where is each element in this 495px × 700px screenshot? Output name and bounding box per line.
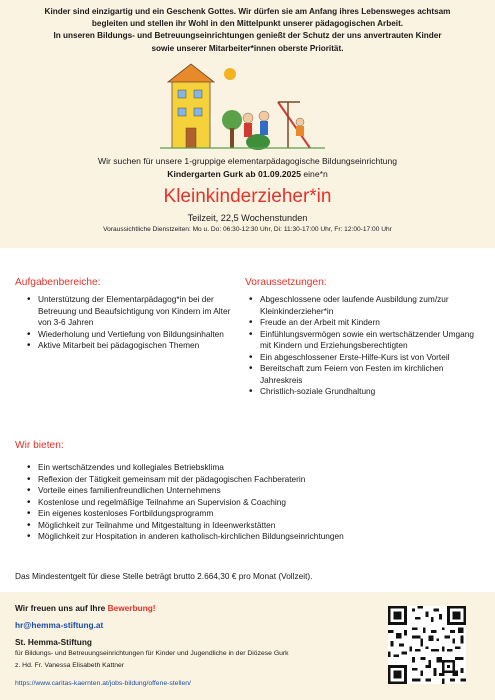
email-link[interactable]: hr@hemma-stiftung.at bbox=[15, 620, 104, 630]
list-item: • Reflexion der Tätigkeit gemeinsam mit der pädagogischen Fachberaterin bbox=[24, 474, 484, 486]
list-item: • Christlich-soziale Grundhaltung bbox=[246, 386, 478, 398]
list-item: • Abgeschlossene oder laufende Ausbildung zum/zur Kleinkinderzieher*in bbox=[246, 294, 478, 317]
org-name: St. Hemma-Stiftung bbox=[15, 637, 92, 647]
list-item: • Kostenlose und regelmäßige Teilnahme an Supervision & Coaching bbox=[24, 497, 484, 509]
application-invite bbox=[15, 603, 156, 613]
search-line: Wir suchen für unsere 1-gruppige elementarpädagogische Bildungseinrichtung bbox=[97, 156, 398, 166]
invite-highlight: Bewerbung! bbox=[107, 603, 156, 613]
invite-text: Wir freuen uns auf Ihre bbox=[15, 603, 108, 613]
list-item: • Ein eigenes kostenloses Fortbildungsprogramm bbox=[24, 508, 484, 520]
institution-start-date: Kindergarten Gurk ab 01.09.2025 bbox=[167, 169, 301, 179]
list-item: • Vorteile eines familienfreundlichen Unternehmens bbox=[24, 485, 484, 497]
requirements-list bbox=[246, 294, 478, 398]
tasks-title: Aufgabenbereiche: bbox=[15, 277, 101, 288]
list-item: • Unterstützung der Elementarpädagog*in bei der Betreuung und Beaufsichtigung von Kindern im Alter von 3-6 Jahren bbox=[24, 294, 239, 329]
requirements-title: Voraussetzungen: bbox=[245, 277, 327, 288]
child-drawing-illustration bbox=[160, 62, 325, 152]
intro-line: In unseren Bildungs- und Betreuungseinrichtungen genießt der Schutz der uns anvertrauten Kinder bbox=[53, 31, 442, 41]
org-description: für Bildungs- und Betreuungseinrichtungen für Kinder und Jugendliche in der Diözese Gurk bbox=[15, 650, 289, 657]
salary-note: Das Mindestentgelt für diese Stelle beträgt brutto 2.664,30 € pro Monat (Vollzeit). bbox=[15, 571, 313, 581]
qr-code-icon[interactable] bbox=[388, 606, 466, 684]
offer-list bbox=[24, 462, 484, 543]
offer-title: Wir bieten: bbox=[15, 440, 64, 451]
list-item: • Aktive Mitarbeit bei pädagogischen Themen bbox=[24, 340, 239, 352]
list-item: • Bereitschaft zum Feiern von Festen im kirchlichen Jahreskreis bbox=[246, 363, 478, 386]
job-title: Kleinkinderzieher*in bbox=[163, 186, 332, 207]
list-item: • Freude an der Arbeit mit Kindern bbox=[246, 317, 478, 329]
search-line-rest: eine*n bbox=[300, 169, 328, 179]
list-item: • Ein abgeschlossener Erste-Hilfe-Kurs ist von Vorteil bbox=[246, 352, 478, 364]
contact-person: z. Hd. Fr. Vanessa Elisabeth Kattner bbox=[15, 662, 125, 669]
list-item: • Wiederholung und Vertiefung von Bildungsinhalten bbox=[24, 329, 239, 341]
tasks-list bbox=[24, 294, 239, 352]
intro-line: sowie unserer Mitarbeiter*innen oberste Priorität. bbox=[151, 43, 344, 53]
employment-type: Teilzeit, 22,5 Wochenstunden bbox=[187, 213, 308, 223]
intro-text bbox=[20, 6, 475, 55]
jobs-url-link[interactable]: https://www.caritas-kaernten.at/jobs-bildung/offene-stellen/ bbox=[15, 680, 191, 687]
list-item: • Einfühlungsvermögen sowie ein wertschätzender Umgang mit Kindern und Erziehungsberechtigten bbox=[246, 329, 478, 352]
list-item: • Möglichkeit zur Teilnahme und Mitgestaltung in Ideenwerkstätten bbox=[24, 520, 484, 532]
search-intro bbox=[0, 155, 495, 181]
list-item: • Möglichkeit zur Hospitation in anderen katholisch-kirchlichen Bildungseinrichtungen bbox=[24, 531, 484, 543]
working-hours: Voraussichtliche Dienstzeiten: Mo u. Do: 06:30-12:30 Uhr, Di: 11:30-17:00 Uhr, Fr: 12:00-17:00 Uhr bbox=[103, 226, 392, 233]
list-item: • Ein wertschätzendes und kollegiales Betriebsklima bbox=[24, 462, 484, 474]
intro-line: begleiten und stellen ihr Wohl in den Mittelpunkt unserer pädagogischen Arbeit. bbox=[91, 19, 404, 29]
search-line-2 bbox=[0, 168, 495, 181]
intro-line: Kinder sind einzigartig und ein Geschenk Gottes. Wir dürfen sie am Anfang ihres Lebensweges achtsam bbox=[44, 7, 451, 16]
